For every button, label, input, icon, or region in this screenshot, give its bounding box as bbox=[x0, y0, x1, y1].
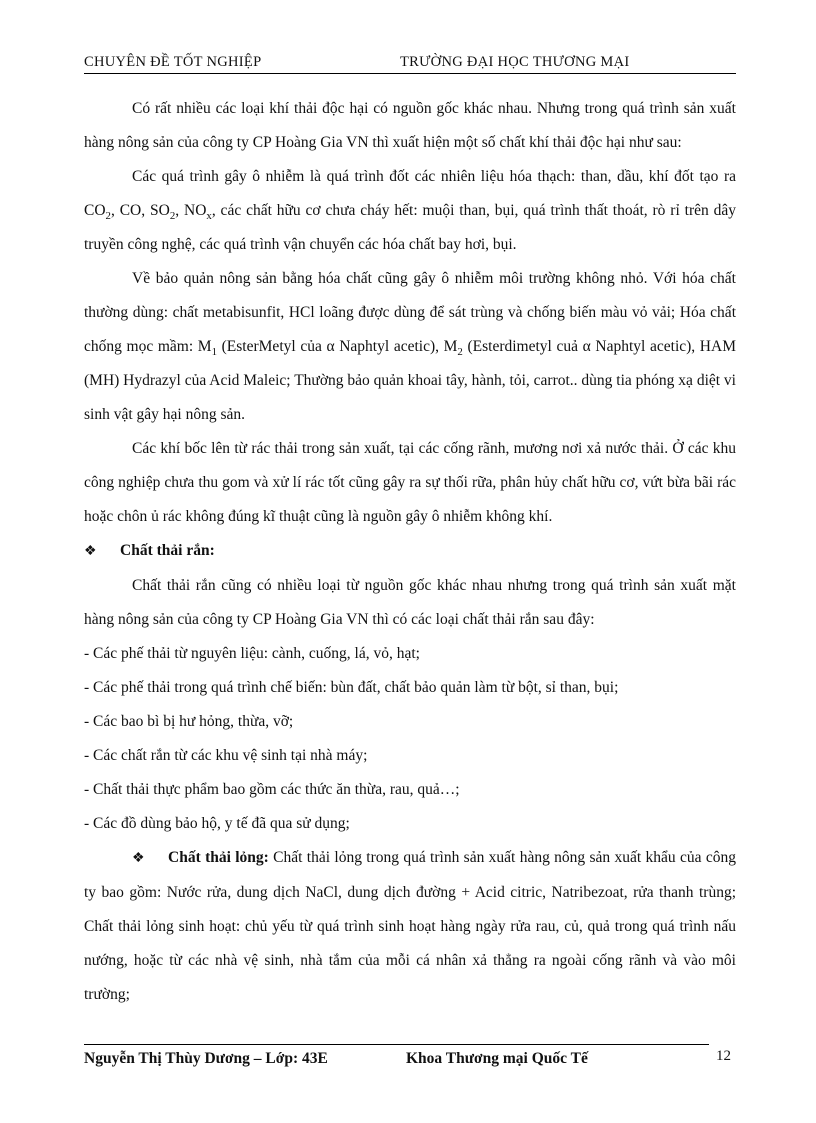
header-title-right: TRƯỜNG ĐẠI HỌC THƯƠNG MẠI bbox=[400, 54, 630, 70]
diamond-bullet-icon: ❖ bbox=[84, 544, 97, 559]
liquid-waste-heading-text: Chất thải lỏng: bbox=[168, 849, 269, 866]
list-item: - Các đồ dùng bảo hộ, y tế đã qua sử dụng; bbox=[84, 815, 350, 832]
footer-faculty: Khoa Thương mại Quốc Tế bbox=[406, 1050, 588, 1067]
list-item: - Các phế thải từ nguyên liệu: cành, cuống, lá, vỏ, hạt; bbox=[84, 645, 420, 662]
list-item: - Các bao bì bị hư hỏng, thừa, vỡ; bbox=[84, 713, 294, 730]
list-item: - Các chất rắn từ các khu vệ sinh tại nhà máy; bbox=[84, 747, 368, 764]
footer-author: Nguyễn Thị Thùy Dương – Lớp: 43E bbox=[84, 1050, 328, 1067]
footer-divider bbox=[84, 1044, 709, 1045]
paragraph-pollution-sources: Các quá trình gây ô nhiễm là quá trình đốt các nhiên liệu hóa thạch: than, dầu, khí đốt tạo ra $CO_2$, CO, $SO_2$, $NO_x$, các chất hữu cơ chưa cháy hết: muội than, bụi, quá trình thất thoát, rò rỉ trên dây truyền công nghệ, các quá trình vận chuyển các hóa chất bay hơi, bụi. bbox=[84, 168, 736, 253]
diamond-bullet-icon: ❖ bbox=[132, 851, 145, 866]
solid-waste-intro: Chất thải rắn cũng có nhiều loại từ nguồn gốc khác nhau nhưng trong quá trình sản xuất mặt hàng nông sản của công ty CP Hoàng Gia VN thì có các loại chất thải rắn sau đây: bbox=[84, 577, 736, 628]
paragraph-waste-gas: Các khí bốc lên từ rác thải trong sản xuất, tại các cống rãnh, mương nơi xả nước thải. Ở các khu công nghiệp chưa thu gom và xử lí rác tốt cũng gây ra sự thối rữa, phân hủy chất hữu cơ, vứt bừa bãi rác hoặc chôn ủ rác không đúng kĩ thuật cũng là nguồn gây ô nhiễm không khí. bbox=[84, 440, 736, 525]
list-item: - Chất thải thực phẩm bao gồm các thức ăn thừa, rau, quả…; bbox=[84, 781, 460, 798]
page-footer bbox=[84, 1044, 736, 1078]
solid-waste-heading-text: Chất thải rắn: bbox=[120, 542, 215, 559]
liquid-waste-paragraph bbox=[84, 841, 736, 1012]
paragraph-intro: Có rất nhiều các loại khí thải độc hại có nguồn gốc khác nhau. Nhưng trong quá trình sản xuất hàng nông sản của công ty CP Hoàng Gia VN thì xuất hiện một số chất khí thải độc hại như sau: bbox=[84, 100, 736, 151]
solid-waste-heading bbox=[84, 534, 736, 569]
liquid-waste-text: Chất thải lỏng trong quá trình sản xuất hàng nông sản xuất khẩu của công ty bao gồm: Nước rửa, dung dịch NaCl, dung dịch đường + Acid citric, Natribezoat, rửa thanh trùng; Chất thải lỏng sinh hoạt: chủ yếu từ quá trình sinh hoạt hàng ngày rửa rau, củ, quả trong quá trình nấu nướng, hoặc từ các nhà vệ sinh, nhà tắm của mỗi cá nhân xả thẳng ra ngoài cống rãnh và vào môi trường; bbox=[84, 849, 736, 1003]
page-number: 12 bbox=[716, 1048, 731, 1064]
list-item: - Các phế thải trong quá trình chế biến: bùn đất, chất bảo quản làm từ bột, sỉ than, bụi; bbox=[84, 679, 619, 696]
paragraph-chemical-preservation: Về bảo quản nông sản bằng hóa chất cũng gây ô nhiễm môi trường không nhỏ. Với hóa chất thường dùng: chất metabisunfit, HCl loãng được dùng để sát trùng và chống biến màu vỏ vải; Hóa chất chống mọc mầm: $M_1$ (EsterMetyl của α Naphtyl acetic), $M_2$ (Esterdimetyl cuả α Naphtyl acetic), HAM (MH) Hydrazyl của Acid Maleic; Thường bảo quản khoai tây, hành, tỏi, carrot.. dùng tia phóng xạ diệt vi sinh vật gây hại nông sản. bbox=[84, 270, 736, 423]
document-body bbox=[84, 92, 736, 1012]
page-header bbox=[84, 51, 736, 74]
header-title-left: CHUYÊN ĐỀ TỐT NGHIỆP bbox=[84, 54, 262, 70]
